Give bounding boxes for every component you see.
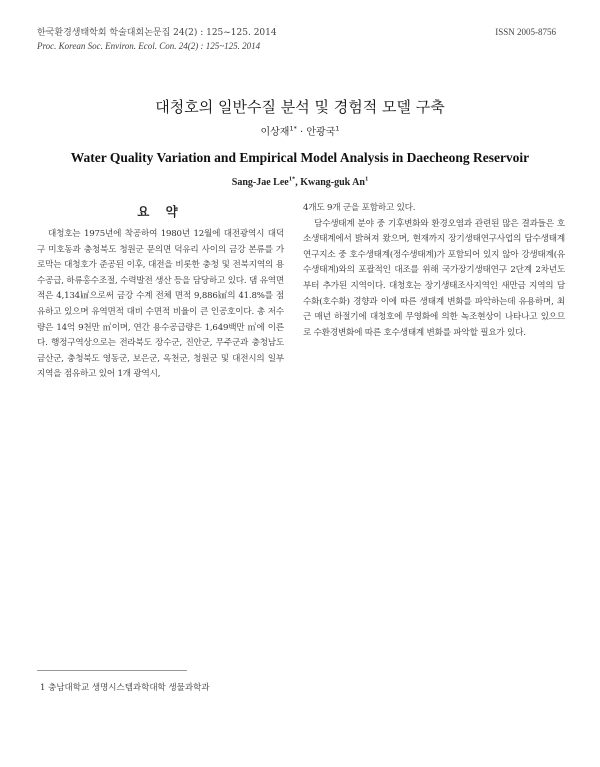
author-separator: , (295, 177, 301, 188)
author-affiliation-mark: 1 (364, 175, 369, 183)
abstract-paragraph: 담수생태계 분야 중 기후변화와 환경오염과 관련된 많은 결과들은 호소생태계에서 밝혀져 왔으며, 현재까지 장기생태연구사업의 담수생태계 연구지소 중 호수생태계(정수생태계)가 포함되어 있지 않아 강생태계(유수생태계)와의 포괄적인 대조를 위해 국가장기생태연구 2단계 2차년도부터 추가된 지역이다. 대청호는 장기생태조사지역인 새만금 지역의 담수화(호수화) 경향과 이에 따른 생태계 변화를 파악하는데 유용하며, 최근 매년 하절기에 대청호에 무영화에 의한 녹조현상이 나타나고 있으므로 수환경변화에 따른 호수생태계 변화를 파악할 필요가 있다. (303, 218, 565, 338)
paper-title-ko: 대청호의 일반수질 분석 및 경험적 모델 구축 (155, 98, 445, 116)
author-separator: · (296, 127, 307, 138)
author-affiliation-mark: 1 (335, 124, 340, 133)
author-affiliation-mark: 1* (288, 175, 296, 183)
authors-en (0, 177, 600, 188)
authors-ko (0, 123, 600, 138)
abstract-heading: 요 약 (137, 204, 184, 219)
author-affiliation-mark: 1* (289, 124, 297, 133)
journal-header (37, 27, 277, 53)
paper-title-en: Water Quality Variation and Empirical Model Analysis in Daecheong Reservoir (70, 150, 530, 165)
issn: ISSN 2005-8756 (495, 27, 556, 37)
author-name: Kwang-guk An (300, 177, 365, 188)
footnote-affiliation: 1 충남대학교 생명시스템과학대학 생물과학과 (40, 683, 210, 693)
footnote-divider (37, 670, 187, 671)
author-name: 이상재 (260, 127, 290, 138)
abstract-paragraph: 대청호는 1975년에 착공하여 1980년 12월에 대전광역시 대덕구 미호동과 충청북도 청원군 문의면 덕유리 사이의 금강 본류를 가로막는 대청호가 준공된 이후, 대전을 비롯한 충청 및 전북지역의 용수공급, 하류홍수조절, 수력발전 생산 등을 담당하고 있다. 댐 유역면적은 4,134㎢으로써 금강 수계 전체 면적 9,886㎢의 41.8%를 점유하고 있으며 유역면적 대비 수면적 비율이 큰 인공호이다. 총 저수량은 14억 9천만 ㎥이며, 연간 용수공급량은 1,649백만 ㎥에 이른다. 행정구역상으로는 전라북도 장수군, 진안군, 무주군과 충청남도 금산군, 충청북도 영동군, 보은군, 옥천군, 청원군 및 대전시의 일부 지역을 점유하고 있어 1개 광역시, (37, 229, 284, 380)
author-name: Sang-Jae Lee (231, 177, 289, 188)
journal-name-ko: 한국환경생태학회 학술대회논문집 24(2) : 125~125. 2014 (37, 28, 277, 38)
abstract-right-column (303, 201, 565, 341)
abstract-continuation: 4개도 9개 군을 포함하고 있다. (303, 203, 416, 213)
abstract-left-column (37, 227, 284, 383)
journal-name-en: Proc. Korean Soc. Environ. Ecol. Con. 24(2) : 125~125. 2014 (37, 41, 261, 51)
author-name: 안광국 (306, 127, 336, 138)
